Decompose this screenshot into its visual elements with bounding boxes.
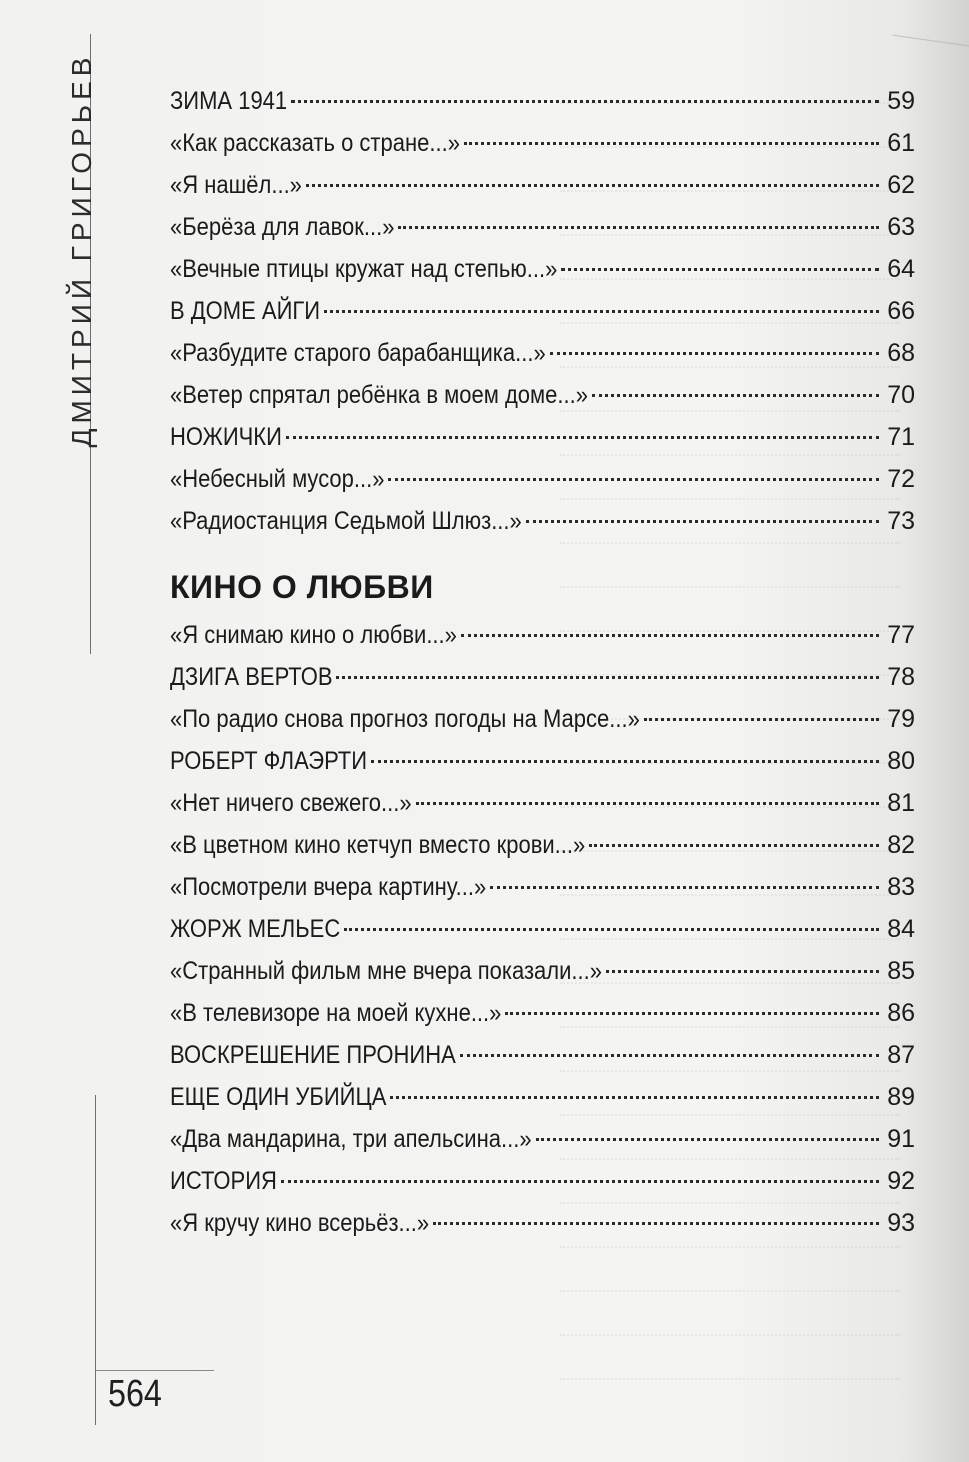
dot-leader	[291, 100, 879, 103]
toc-entry[interactable]	[170, 698, 915, 740]
toc-entry-title: «В цветном кино кетчуп вместо крови...»	[170, 831, 586, 859]
toc-entry-page: 78	[887, 663, 915, 691]
toc-entry-page: 73	[887, 507, 915, 535]
dot-leader	[286, 436, 879, 439]
toc-entry-title: «Нет ничего свежего...»	[170, 789, 412, 817]
dot-leader	[550, 352, 879, 355]
toc-entry-title: ВОСКРЕШЕНИЕ ПРОНИНА	[170, 1041, 456, 1069]
toc-entry-page: 82	[887, 831, 915, 859]
toc-entry-title: «Два мандарина, три апельсина...»	[170, 1125, 532, 1153]
dot-leader	[644, 718, 879, 721]
toc-entry[interactable]	[170, 122, 915, 164]
toc-entry-page: 64	[887, 255, 915, 283]
toc-entry-title: «Я снимаю кино о любви...»	[170, 621, 457, 649]
page-number: 564	[108, 1373, 162, 1415]
toc-entry[interactable]	[170, 374, 915, 416]
toc-entry[interactable]	[170, 206, 915, 248]
toc-entry[interactable]	[170, 950, 915, 992]
dot-leader	[344, 928, 879, 931]
toc-entry-title: «Берёза для лавок...»	[170, 213, 395, 241]
toc-entry[interactable]	[170, 164, 915, 206]
dot-leader	[336, 676, 879, 679]
toc-entry[interactable]	[170, 992, 915, 1034]
dot-leader	[416, 802, 879, 805]
toc-entry-page: 71	[887, 423, 915, 451]
toc-entry[interactable]	[170, 782, 915, 824]
toc-entry-title: РОБЕРТ ФЛАЭРТИ	[170, 747, 368, 775]
toc-entry-page: 92	[887, 1167, 915, 1195]
dot-leader	[561, 268, 879, 271]
toc-entry-title: ЗИМА 1941	[170, 87, 288, 115]
dot-leader	[390, 1096, 879, 1099]
section-heading[interactable]: КИНО О ЛЮБВИ	[170, 569, 434, 605]
toc-entry-title: «Разбудите старого барабанщика...»	[170, 339, 546, 367]
toc-entry-title: «В телевизоре на моей кухне...»	[170, 999, 502, 1027]
toc-entry[interactable]	[170, 866, 915, 908]
toc-entry-title: ДЗИГА ВЕРТОВ	[170, 663, 333, 691]
toc-entry-page: 72	[887, 465, 915, 493]
dot-leader	[606, 970, 879, 973]
dot-leader	[536, 1138, 879, 1141]
toc-entry-page: 83	[887, 873, 915, 901]
dot-leader	[464, 142, 879, 145]
toc-entry-page: 66	[887, 297, 915, 325]
toc-entry[interactable]	[170, 1160, 915, 1202]
toc-entry-title: «Странный фильм мне вчера показали...»	[170, 957, 602, 985]
folio-rule	[96, 1370, 214, 1371]
toc-entry[interactable]	[170, 1118, 915, 1160]
toc-entry-title: ЖОРЖ МЕЛЬЕС	[170, 915, 341, 943]
running-head-author: ДМИТРИЙ ГРИГОРЬЕВ	[66, 52, 97, 448]
toc-entry-page: 62	[887, 171, 915, 199]
toc-entry-page: 70	[887, 381, 915, 409]
toc-entry[interactable]	[170, 458, 915, 500]
toc-entry-title: «Я нашёл...»	[170, 171, 302, 199]
toc-entry-title: «Вечные птицы кружат над степью...»	[170, 255, 558, 283]
toc-entry-page: 63	[887, 213, 915, 241]
dot-leader	[490, 886, 879, 889]
toc-entry-page: 84	[887, 915, 915, 943]
dot-leader	[461, 634, 879, 637]
toc-entry-page: 85	[887, 957, 915, 985]
dot-leader	[526, 520, 879, 523]
dot-leader	[433, 1222, 879, 1225]
toc-entry-page: 93	[887, 1209, 915, 1237]
margin-rule-bottom	[95, 1095, 96, 1425]
toc-entry[interactable]	[170, 500, 915, 542]
toc-entry-title: «Небесный мусор...»	[170, 465, 385, 493]
toc-entry[interactable]	[170, 332, 915, 374]
dot-leader	[505, 1012, 879, 1015]
toc-entry[interactable]	[170, 614, 915, 656]
page-edge-mark	[888, 35, 969, 77]
toc-entry[interactable]	[170, 908, 915, 950]
toc-entry[interactable]	[170, 656, 915, 698]
toc-entry-page: 79	[887, 705, 915, 733]
dot-leader	[306, 184, 879, 187]
toc-entry-title: В ДОМЕ АЙГИ	[170, 297, 321, 325]
toc-entry[interactable]	[170, 248, 915, 290]
toc-entry-page: 61	[887, 129, 915, 157]
toc-entry-page: 87	[887, 1041, 915, 1069]
toc-entry-page: 68	[887, 339, 915, 367]
dot-leader	[281, 1180, 879, 1183]
toc-entry[interactable]	[170, 1076, 915, 1118]
toc-entry[interactable]	[170, 290, 915, 332]
dot-leader	[460, 1054, 879, 1057]
toc-entry[interactable]	[170, 80, 915, 122]
toc-entry-page: 80	[887, 747, 915, 775]
toc-entry-page: 81	[887, 789, 915, 817]
dot-leader	[592, 394, 879, 397]
toc-entry-title: НОЖИЧКИ	[170, 423, 282, 451]
dot-leader	[324, 310, 879, 313]
toc-entry-title: ЕЩЕ ОДИН УБИЙЦА	[170, 1083, 387, 1111]
toc-entry[interactable]	[170, 416, 915, 458]
dot-leader	[388, 478, 879, 481]
toc-entry-title: «Радиостанция Седьмой Шлюз...»	[170, 507, 522, 535]
toc-entry-page: 86	[887, 999, 915, 1027]
toc-entry-page: 91	[887, 1125, 915, 1153]
toc-entry[interactable]	[170, 824, 915, 866]
table-of-contents	[170, 80, 915, 1244]
toc-entry-page: 77	[887, 621, 915, 649]
toc-entry-title: «По радио снова прогноз погоды на Марсе...»	[170, 705, 640, 733]
dot-leader	[398, 226, 879, 229]
toc-entry-title: ИСТОРИЯ	[170, 1167, 277, 1195]
toc-entry-title: «Как рассказать о стране...»	[170, 129, 460, 157]
toc-entry[interactable]	[170, 1034, 915, 1076]
toc-entry[interactable]	[170, 1202, 915, 1244]
dot-leader	[589, 844, 879, 847]
dot-leader	[371, 760, 879, 763]
toc-entry-title: «Посмотрели вчера картину...»	[170, 873, 487, 901]
toc-entry[interactable]	[170, 740, 915, 782]
toc-entry-title: «Ветер спрятал ребёнка в моем доме...»	[170, 381, 588, 409]
toc-entry-page: 89	[887, 1083, 915, 1111]
toc-entry-page: 59	[887, 87, 915, 115]
toc-entry-title: «Я кручу кино всерьёз...»	[170, 1209, 430, 1237]
